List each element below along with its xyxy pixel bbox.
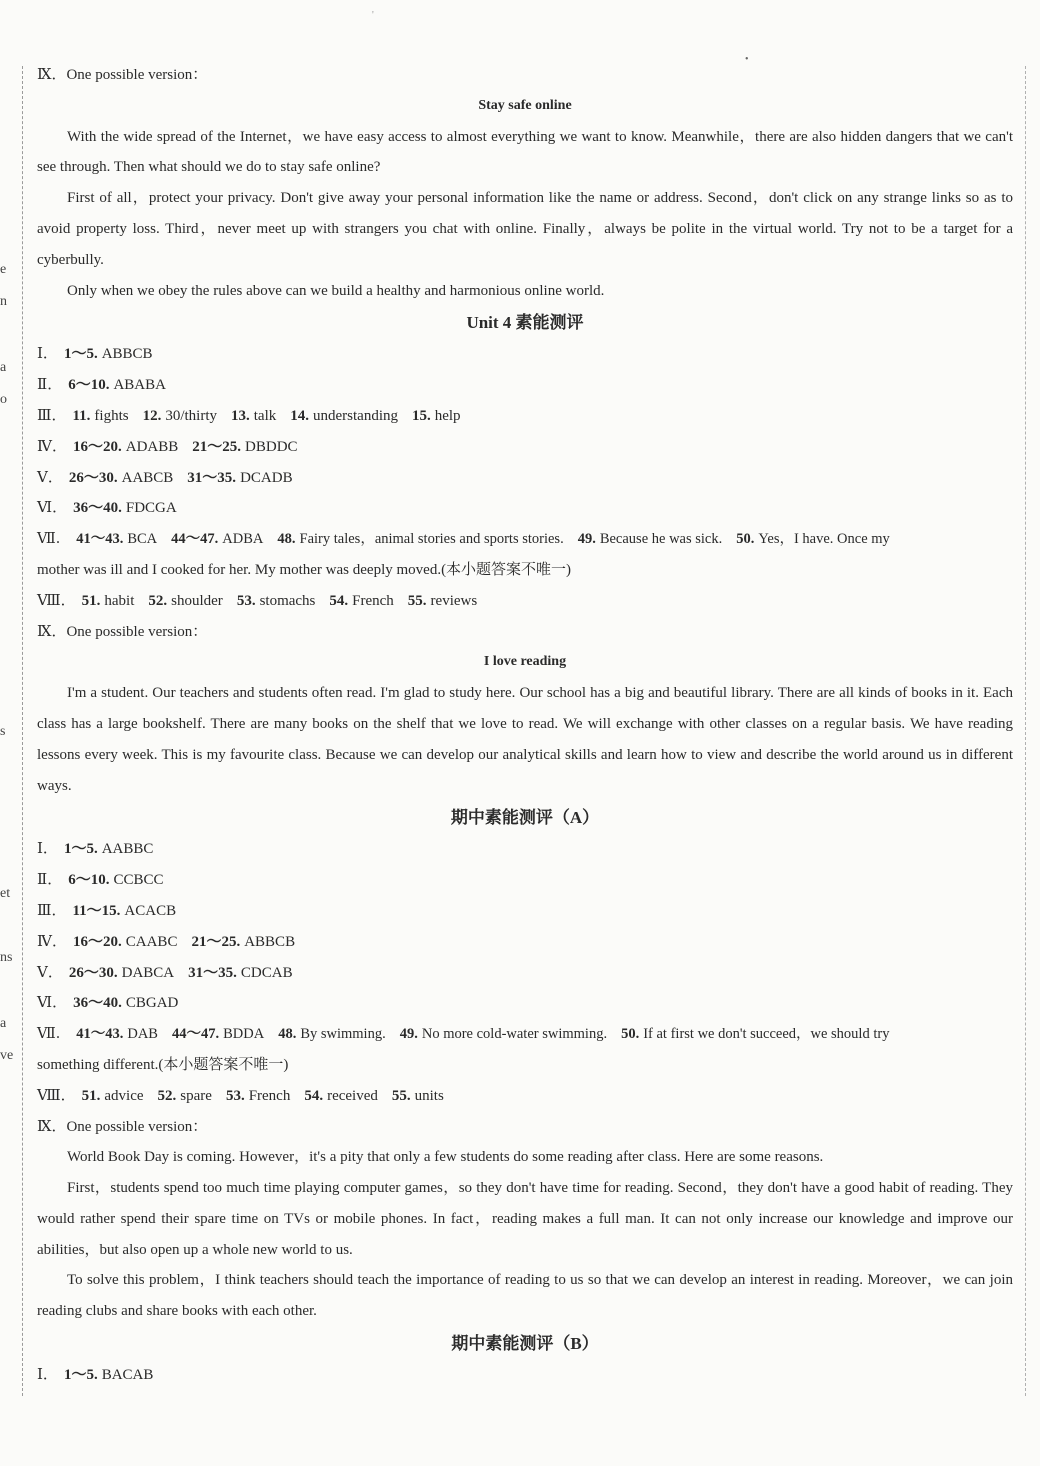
answer-row	[37, 493, 1013, 524]
gutter-letter: n	[0, 294, 7, 309]
essay-paragraph: Only when we obey the rules above can we build a healthy and harmonious online world.	[67, 282, 605, 299]
question-number: 11.	[72, 407, 91, 424]
question-number: 31～35.	[187, 469, 237, 486]
question-number: 49.	[577, 531, 596, 548]
roman-numeral: Ⅶ．	[37, 531, 71, 548]
question-number: 1～5.	[63, 841, 98, 858]
question-number: 26～30.	[68, 964, 118, 981]
answer: ACACB	[124, 902, 177, 919]
top-mark: '	[372, 10, 374, 21]
answer: received	[327, 1087, 378, 1104]
gutter-letter: ns	[0, 950, 13, 965]
answer: Yes，I have. Once my	[758, 531, 890, 548]
answer: French	[248, 1087, 291, 1104]
roman-numeral: Ⅰ．	[37, 346, 58, 363]
roman-numeral: Ⅷ．	[37, 1087, 76, 1104]
question-number: 21～25.	[192, 438, 242, 455]
answer: If at first we don't succeed，we should try	[643, 1026, 890, 1043]
essay-paragraph: First of all，protect your privacy. Don't give away your personal information like the name or address. Second，don't click on any strange links so as to avoid property loss. Third，never meet up with strangers you chat with online. Finally，always be polite in the virtual world. Try not to be a target for a cyberbully.	[37, 190, 1013, 268]
question-number: 11～15.	[72, 902, 121, 919]
question-number: 52.	[157, 1087, 177, 1104]
answer-row	[37, 1081, 1013, 1112]
answer-row	[37, 1019, 1013, 1050]
question-number: 44～47.	[171, 1026, 220, 1043]
answer: Because he was sick.	[599, 531, 723, 548]
question-number: 41～43.	[76, 1026, 124, 1043]
question-number: 14.	[290, 407, 309, 424]
question-number: 16～20.	[73, 933, 122, 950]
answer: CDCAB	[240, 964, 293, 981]
essay-paragraph: World Book Day is coming. However，it's a pity that only a few students do some reading after class. Here are some reasons.	[67, 1149, 824, 1166]
section-heading-midterm-a: 期中素能测评（A）	[450, 808, 600, 828]
question-number: 12.	[142, 407, 162, 424]
question-number: 26～30.	[68, 469, 118, 486]
roman-numeral: Ⅳ．	[37, 438, 67, 455]
essay-title: Stay safe online	[478, 97, 572, 113]
question-number: 51.	[81, 1087, 101, 1104]
question-number: 21～25.	[191, 933, 241, 950]
gutter-letter: a	[0, 1016, 7, 1031]
question-number: 6～10.	[68, 377, 110, 394]
question-number: 6～10.	[68, 872, 110, 889]
essay-paragraph: I'm a student. Our teachers and students often read. I'm glad to study here. Our school has a big and beautiful library. There are all kinds of books in it. Each class has a large bookshelf. There are many books on the shelf that we love to read. We will exchange with other classes on a regular basis. We have reading lessons every week. This is my favourite class. Because we can develop our analytical skills and learn how to view and describe the world around us in different ways.	[37, 685, 1013, 794]
roman-numeral: Ⅱ．	[37, 377, 63, 394]
answer: Fairy tales，animal stories and sports stories.	[299, 531, 564, 548]
answer-row	[37, 370, 1013, 401]
answer: ABBCB	[244, 933, 296, 950]
question-number: 49.	[399, 1026, 418, 1043]
roman-numeral: Ⅰ．	[37, 841, 58, 858]
answer: ABABA	[113, 377, 166, 394]
answer: BACAB	[101, 1367, 154, 1384]
question-number: 16～20.	[73, 438, 122, 455]
answer: habit	[104, 592, 135, 609]
gutter-letter: a	[0, 360, 7, 375]
answer-row	[37, 896, 1013, 927]
answer: French	[352, 592, 394, 609]
essay-paragraph: With the wide spread of the Internet，we have easy access to almost everything we want to know. Meanwhile，there are also hidden dangers that we can't see through. Then what should we do to stay safe online?	[37, 128, 1013, 176]
question-number: 55.	[407, 592, 427, 609]
question-number: 41～43.	[76, 531, 124, 548]
question-number: 48.	[277, 531, 296, 548]
roman-numeral: Ⅴ．	[37, 469, 63, 486]
answer: BCA	[127, 531, 158, 548]
answer-row	[37, 865, 1013, 896]
roman-numeral: Ⅱ．	[37, 872, 63, 889]
answer: stomachs	[259, 592, 316, 609]
answer: AABBC	[101, 841, 154, 858]
answer: By swimming.	[300, 1026, 386, 1043]
answer: reviews	[430, 592, 478, 609]
question-number: 53.	[236, 592, 256, 609]
answer-row	[37, 834, 1013, 865]
question-number: 54.	[304, 1087, 324, 1104]
answer-row	[37, 958, 1013, 989]
question-number: 52.	[148, 592, 168, 609]
answer-row	[37, 401, 1013, 432]
answer-row	[37, 988, 1013, 1019]
answer: DAB	[127, 1026, 158, 1043]
roman-numeral: Ⅳ．	[37, 933, 67, 950]
answer: talk	[253, 407, 277, 424]
answer: understanding	[313, 407, 398, 424]
answer: DCADB	[240, 469, 293, 486]
answer: ADBA	[222, 531, 264, 548]
gutter-letter: ve	[0, 1048, 14, 1063]
question-number: 36～40.	[73, 995, 122, 1012]
answer-continuation: something different.(本小题答案不唯一)	[37, 1056, 289, 1073]
answer: No more cold-water swimming.	[421, 1026, 608, 1043]
question-number: 44～47.	[171, 531, 219, 548]
top-dot: •	[745, 54, 749, 65]
question-number: 31～35.	[188, 964, 237, 981]
roman-numeral: Ⅵ．	[37, 500, 68, 517]
answer: shoulder	[171, 592, 223, 609]
answer: BDDA	[223, 1026, 265, 1043]
roman-numeral: Ⅲ．	[37, 407, 67, 424]
right-margin-rule	[1025, 66, 1026, 1396]
left-margin-rule	[22, 66, 23, 1396]
section-heading-unit4: Unit 4 素能测评	[466, 313, 584, 333]
question-number: 54.	[329, 592, 349, 609]
answer: help	[434, 407, 461, 424]
answer: spare	[180, 1087, 212, 1104]
gutter-letter: e	[0, 262, 7, 277]
answer: units	[414, 1087, 444, 1104]
answer-row	[37, 339, 1013, 370]
answer: AABCB	[121, 469, 174, 486]
answer: CCBCC	[113, 872, 164, 889]
gutter-letter: et	[0, 886, 11, 901]
gutter-letter: o	[0, 392, 7, 407]
roman-numeral: Ⅴ．	[37, 964, 63, 981]
answer: FDCGA	[125, 500, 177, 517]
roman-numeral: Ⅵ．	[37, 995, 68, 1012]
answer: CAABC	[125, 933, 178, 950]
essay-paragraph: To solve this problem，I think teachers should teach the importance of reading to us so that we can develop an interest in reading. Moreover，we can join reading clubs and share books with each other.	[37, 1272, 1013, 1320]
answer-row	[37, 463, 1013, 494]
section-label: Ⅸ．One possible version：	[37, 1118, 208, 1135]
essay-title: I love reading	[483, 654, 567, 670]
answer-continuation: mother was ill and I cooked for her. My mother was deeply moved.(本小题答案不唯一)	[37, 561, 572, 578]
answer-key-page	[37, 60, 1013, 1391]
roman-numeral: Ⅲ．	[37, 902, 67, 919]
answer-row	[37, 1360, 1013, 1391]
section-label: Ⅸ．One possible version：	[37, 67, 208, 83]
answer: CBGAD	[125, 995, 179, 1012]
answer-row	[37, 586, 1013, 617]
answer: fights	[94, 407, 129, 424]
section-label: Ⅸ．One possible version：	[37, 623, 208, 640]
section-heading-midterm-b: 期中素能测评（B）	[451, 1334, 599, 1354]
answer-row	[37, 524, 1013, 555]
answer: ADABB	[125, 438, 179, 455]
question-number: 15.	[411, 407, 431, 424]
answer: DABCA	[121, 964, 175, 981]
answer-row	[37, 927, 1013, 958]
answer: advice	[104, 1087, 144, 1104]
question-number: 13.	[231, 407, 250, 424]
answer: ABBCB	[101, 346, 153, 363]
question-number: 53.	[225, 1087, 245, 1104]
question-number: 1～5.	[63, 346, 98, 363]
roman-numeral: Ⅷ．	[37, 592, 76, 609]
question-number: 50.	[736, 531, 755, 548]
answer: 30/thirty	[165, 407, 217, 424]
question-number: 48.	[278, 1026, 297, 1043]
roman-numeral: Ⅰ．	[37, 1367, 58, 1384]
question-number: 36～40.	[73, 500, 122, 517]
gutter-letter: s	[0, 724, 6, 739]
essay-paragraph: First，students spend too much time playing computer games，so they don't have time for reading. Second，they don't have a good habit of reading. They would rather spend their spare time on TVs or mobile phones. In fact，reading makes a full man. It can not only increase our knowledge and improve our abilities，but also open up a whole new world to us.	[37, 1180, 1013, 1258]
answer-row	[37, 432, 1013, 463]
question-number: 55.	[391, 1087, 411, 1104]
roman-numeral: Ⅶ．	[37, 1026, 71, 1043]
question-number: 1～5.	[63, 1367, 98, 1384]
answer: DBDDC	[245, 438, 298, 455]
question-number: 50.	[621, 1026, 640, 1043]
question-number: 51.	[81, 592, 101, 609]
